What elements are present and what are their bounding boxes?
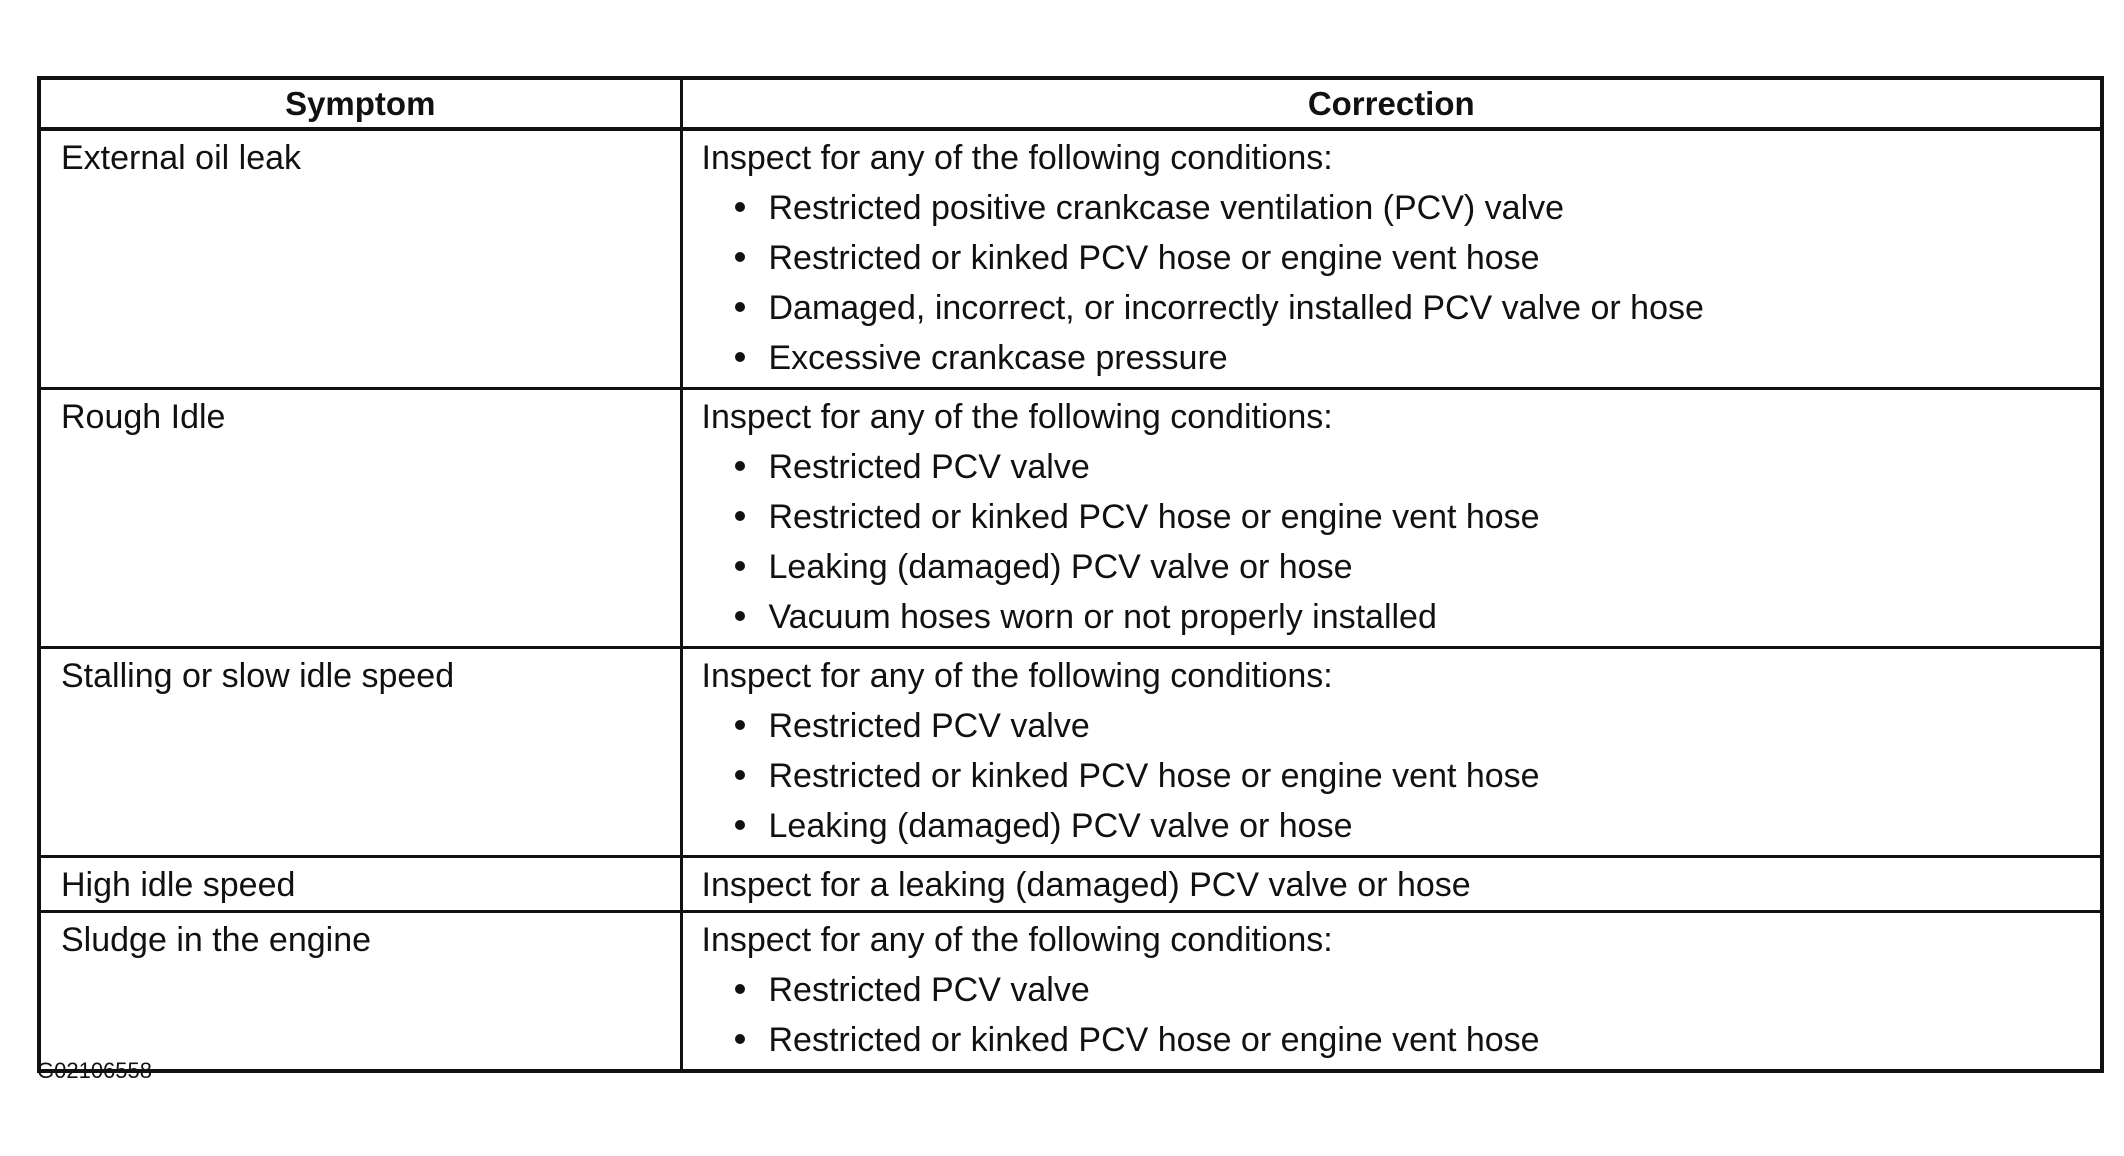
correction-intro: Inspect for any of the following conditions: bbox=[701, 657, 1333, 695]
table-row bbox=[41, 129, 2100, 389]
condition-list bbox=[683, 183, 2101, 383]
condition-text: Restricted or kinked PCV hose or engine vent hose bbox=[768, 757, 1540, 795]
symptom-header: Symptom bbox=[41, 80, 681, 129]
condition-text: Restricted or kinked PCV hose or engine vent hose bbox=[768, 239, 1540, 277]
bullet-icon bbox=[735, 770, 745, 780]
symptom-cell bbox=[41, 389, 681, 648]
bullet-icon bbox=[735, 302, 745, 312]
table-row bbox=[41, 648, 2100, 857]
condition-text: Restricted or kinked PCV hose or engine vent hose bbox=[768, 498, 1540, 536]
list-item bbox=[735, 442, 2101, 492]
condition-text: Restricted PCV valve bbox=[768, 448, 1090, 486]
correction-intro: Inspect for any of the following conditions: bbox=[701, 139, 1333, 177]
bullet-icon bbox=[735, 352, 745, 362]
correction-cell bbox=[681, 648, 2100, 857]
list-item bbox=[735, 183, 2101, 233]
diagnosis-table bbox=[41, 80, 2100, 1069]
list-item bbox=[735, 492, 2101, 542]
figure-id: G02106558 bbox=[37, 1058, 152, 1083]
list-item bbox=[735, 542, 2101, 592]
list-item bbox=[735, 965, 2101, 1015]
condition-list bbox=[683, 965, 2101, 1065]
symptom-correction-table bbox=[37, 76, 2104, 1073]
condition-text: Restricted or kinked PCV hose or engine vent hose bbox=[768, 1021, 1540, 1059]
symptom-cell bbox=[41, 648, 681, 857]
table-row bbox=[41, 857, 2100, 912]
symptom-cell bbox=[41, 912, 681, 1070]
correction-intro: Inspect for any of the following conditions: bbox=[701, 921, 1333, 959]
list-item bbox=[735, 333, 2101, 383]
header-row bbox=[41, 80, 2100, 129]
bullet-icon bbox=[735, 511, 745, 521]
symptom-text: External oil leak bbox=[61, 139, 302, 177]
bullet-icon bbox=[735, 461, 745, 471]
symptom-cell bbox=[41, 857, 681, 912]
correction-cell bbox=[681, 129, 2100, 389]
bullet-icon bbox=[735, 1034, 745, 1044]
symptom-text: High idle speed bbox=[61, 866, 296, 904]
bullet-icon bbox=[735, 984, 745, 994]
symptom-text: Rough Idle bbox=[61, 398, 226, 436]
condition-text: Restricted positive crankcase ventilation (PCV) valve bbox=[768, 189, 1565, 227]
bullet-icon bbox=[735, 252, 745, 262]
bullet-icon bbox=[735, 720, 745, 730]
symptom-text: Sludge in the engine bbox=[61, 921, 372, 959]
condition-text: Excessive crankcase pressure bbox=[768, 339, 1228, 377]
correction-intro: Inspect for a leaking (damaged) PCV valve or hose bbox=[701, 866, 1471, 904]
list-item bbox=[735, 233, 2101, 283]
condition-text: Vacuum hoses worn or not properly installed bbox=[768, 598, 1437, 636]
list-item bbox=[735, 701, 2101, 751]
correction-intro: Inspect for any of the following conditions: bbox=[701, 398, 1333, 436]
table-row bbox=[41, 912, 2100, 1070]
condition-text: Restricted PCV valve bbox=[768, 971, 1090, 1009]
correction-cell bbox=[681, 389, 2100, 648]
list-item bbox=[735, 283, 2101, 333]
bullet-icon bbox=[735, 820, 745, 830]
symptom-cell bbox=[41, 129, 681, 389]
condition-text: Restricted PCV valve bbox=[768, 707, 1090, 745]
list-item bbox=[735, 751, 2101, 801]
condition-list bbox=[683, 701, 2101, 851]
correction-cell bbox=[681, 912, 2100, 1070]
symptom-text: Stalling or slow idle speed bbox=[61, 657, 455, 695]
list-item bbox=[735, 1015, 2101, 1065]
bullet-icon bbox=[735, 202, 745, 212]
correction-cell bbox=[681, 857, 2100, 912]
bullet-icon bbox=[735, 561, 745, 571]
condition-text: Leaking (damaged) PCV valve or hose bbox=[768, 807, 1353, 845]
correction-header: Correction bbox=[681, 80, 2100, 129]
condition-text: Damaged, incorrect, or incorrectly installed PCV valve or hose bbox=[768, 289, 1704, 327]
list-item bbox=[735, 592, 2101, 642]
condition-text: Leaking (damaged) PCV valve or hose bbox=[768, 548, 1353, 586]
table-row bbox=[41, 389, 2100, 648]
list-item bbox=[735, 801, 2101, 851]
bullet-icon bbox=[735, 611, 745, 621]
condition-list bbox=[683, 442, 2101, 642]
